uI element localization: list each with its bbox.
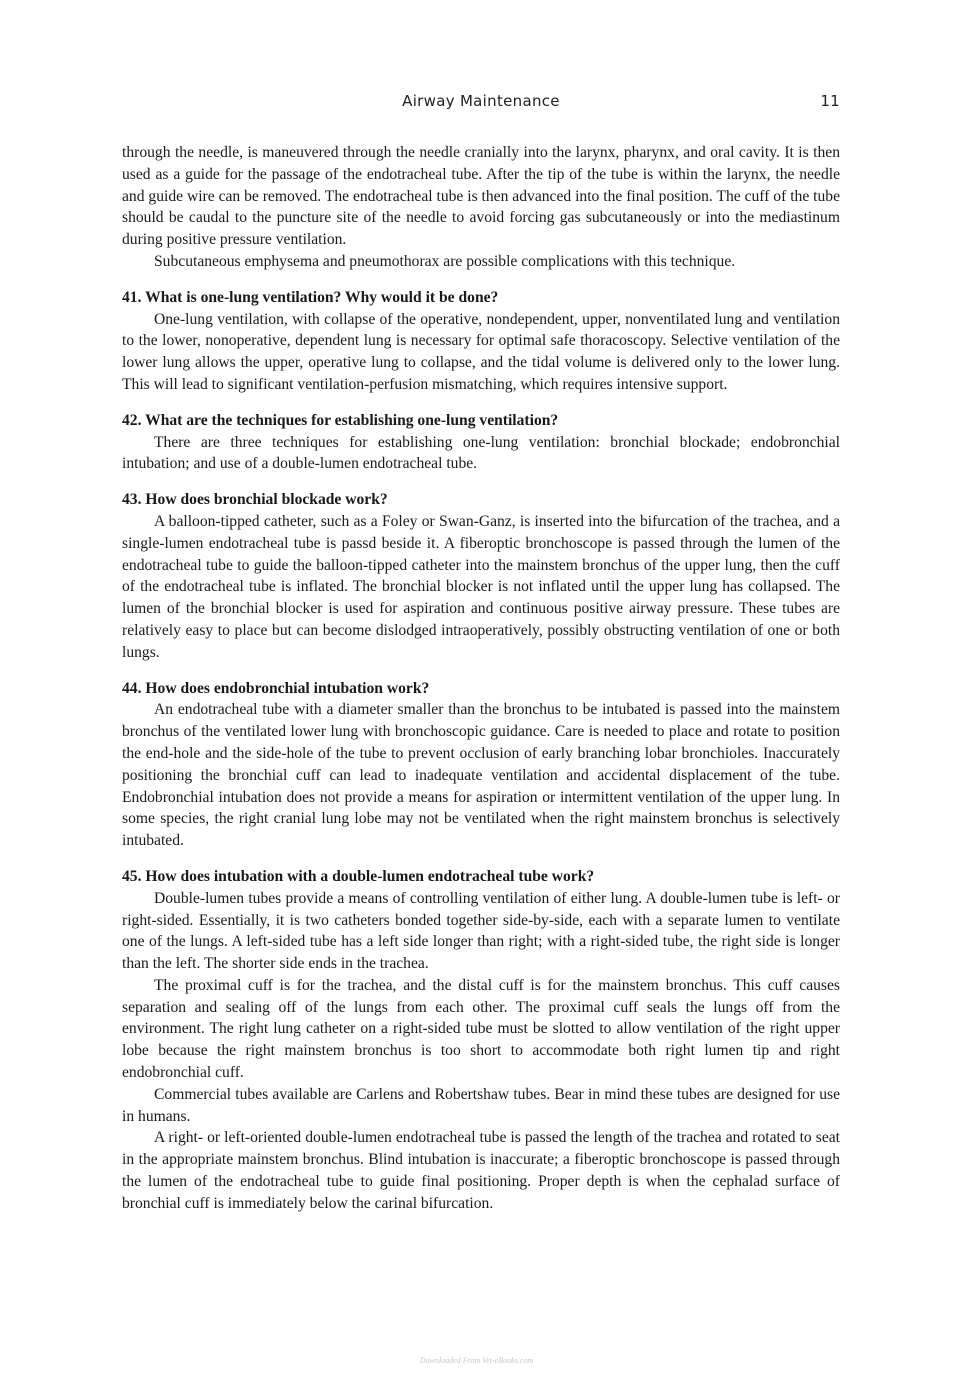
- paragraph: Subcutaneous emphysema and pneumothorax are possible complications with this technique.: [154, 252, 736, 270]
- answer-paragraph: The proximal cuff is for the trachea, and the distal cuff is for the mainstem bronchus. This cuff causes separation and sealing off of the lungs from each other. The proximal cuff seals the lungs off from the environment. The right lung catheter on a right-sided tube must be slotted to allow ventilation of the right upper lobe because the right mainstem bronchus is too short to accommodate both right lumen tip and right endobronchial cuff.: [122, 976, 840, 1082]
- answer-paragraph: A right- or left-oriented double-lumen endotracheal tube is passed the length of the trachea and rotated to seat in the appropriate mainstem bronchus. Blind intubation is inaccurate; a fiberoptic bronchoscope is passed through the lumen of the endotracheal tube to guide final positioning. Proper depth is when the cephalad surface of bronchial cuff is immediately below the carinal bifurcation.: [122, 1129, 840, 1212]
- answer-paragraph: Double-lumen tubes provide a means of controlling ventilation of either lung. A double-lumen tube is left- or right-sided. Essentially, it is two catheters bonded together side-by-side, each with a separate lumen to ventilate one of the lungs. A left-sided tube has a left side longer than right; with a right-sided tube, the right side is longer than the left. The shorter side ends in the trachea.: [122, 889, 840, 973]
- answer-paragraph: Commercial tubes available are Carlens and Robertshaw tubes. Bear in mind these tubes are designed for use in humans.: [122, 1085, 840, 1125]
- footer-watermark: Downloaded From Vet-eBooks.com: [419, 1356, 534, 1365]
- answer-paragraph: A balloon-tipped catheter, such as a Foley or Swan-Ganz, is inserted into the bifurcation of the trachea, and a single-lumen endotracheal tube is passd beside it. A fiberoptic bronchoscope is passed through the lumen of the endotracheal tube to guide the balloon-tipped catheter into the mainstem bronchus of the upper lung, then the cuff of the endotracheal tube is inflated. The bronchial blocker is not inflated until the upper lung has collapsed. The lumen of the bronchial blocker is used for aspiration and continuous positive airway pressure. These tubes are relatively easy to place but can become dislodged intraoperatively, possibly obstructing ventilation of one or both lungs.: [122, 512, 840, 661]
- question-heading-42: 42. What are the techniques for establishing one-lung ventilation?: [122, 411, 559, 429]
- page-number: 11: [820, 92, 840, 110]
- question-heading-43: 43. How does bronchial blockade work?: [122, 491, 388, 509]
- question-heading-45: 45. How does intubation with a double-lumen endotracheal tube work?: [122, 867, 595, 885]
- question-heading-44: 44. How does endobronchial intubation work?: [122, 679, 430, 697]
- chapter-title: Airway Maintenance: [402, 92, 560, 110]
- answer-paragraph: One-lung ventilation, with collapse of the operative, nondependent, upper, nonventilated lung and ventilation to the lower, nonoperative, dependent lung is necessary for optimal safe thoracoscopy. Selective ventilation of the lower lung allows the upper, operative lung to collapse, and the tidal volume is delivered only to the lower lung. This will lead to significant ventilation-perfusion mismatching, which requires intensive support.: [122, 310, 840, 393]
- answer-paragraph: There are three techniques for establishing one-lung ventilation: bronchial blockade; endobronchial intubation; and use of a double-lumen endotracheal tube.: [122, 433, 840, 473]
- question-heading-41: 41. What is one-lung ventilation? Why would it be done?: [122, 288, 499, 306]
- paragraph-continued: through the needle, is maneuvered through the needle cranially into the larynx, pharynx, and oral cavity. It is then used as a guide for the passage of the endotracheal tube. After the tip of the tube is within the larynx, the needle and guide wire can be removed. The endotracheal tube is then advanced into the final position. The cuff of the tube should be caudal to the puncture site of the needle to avoid forcing gas subcutaneously or into the mediastinum during positive pressure ventilation.: [122, 144, 840, 249]
- answer-paragraph: An endotracheal tube with a diameter smaller than the bronchus to be intubated is passed into the mainstem bronchus of the ventilated lower lung with bronchoscopic guidance. Care is needed to place and rotate to position the end-hole and the side-hole of the tube to prevent occlusion of early branching lobar bronchioles. Inaccurately positioning the bronchial cuff can lead to inadequate ventilation and accidental displacement of the tube. Endobronchial intubation does not provide a means for aspiration or intermittent ventilation of the upper lung. In some species, the right cranial lung lobe may not be ventilated when the right mainstem bronchus is selectively intubated.: [122, 701, 840, 850]
- body-text: [122, 142, 840, 1215]
- running-head: [122, 92, 840, 114]
